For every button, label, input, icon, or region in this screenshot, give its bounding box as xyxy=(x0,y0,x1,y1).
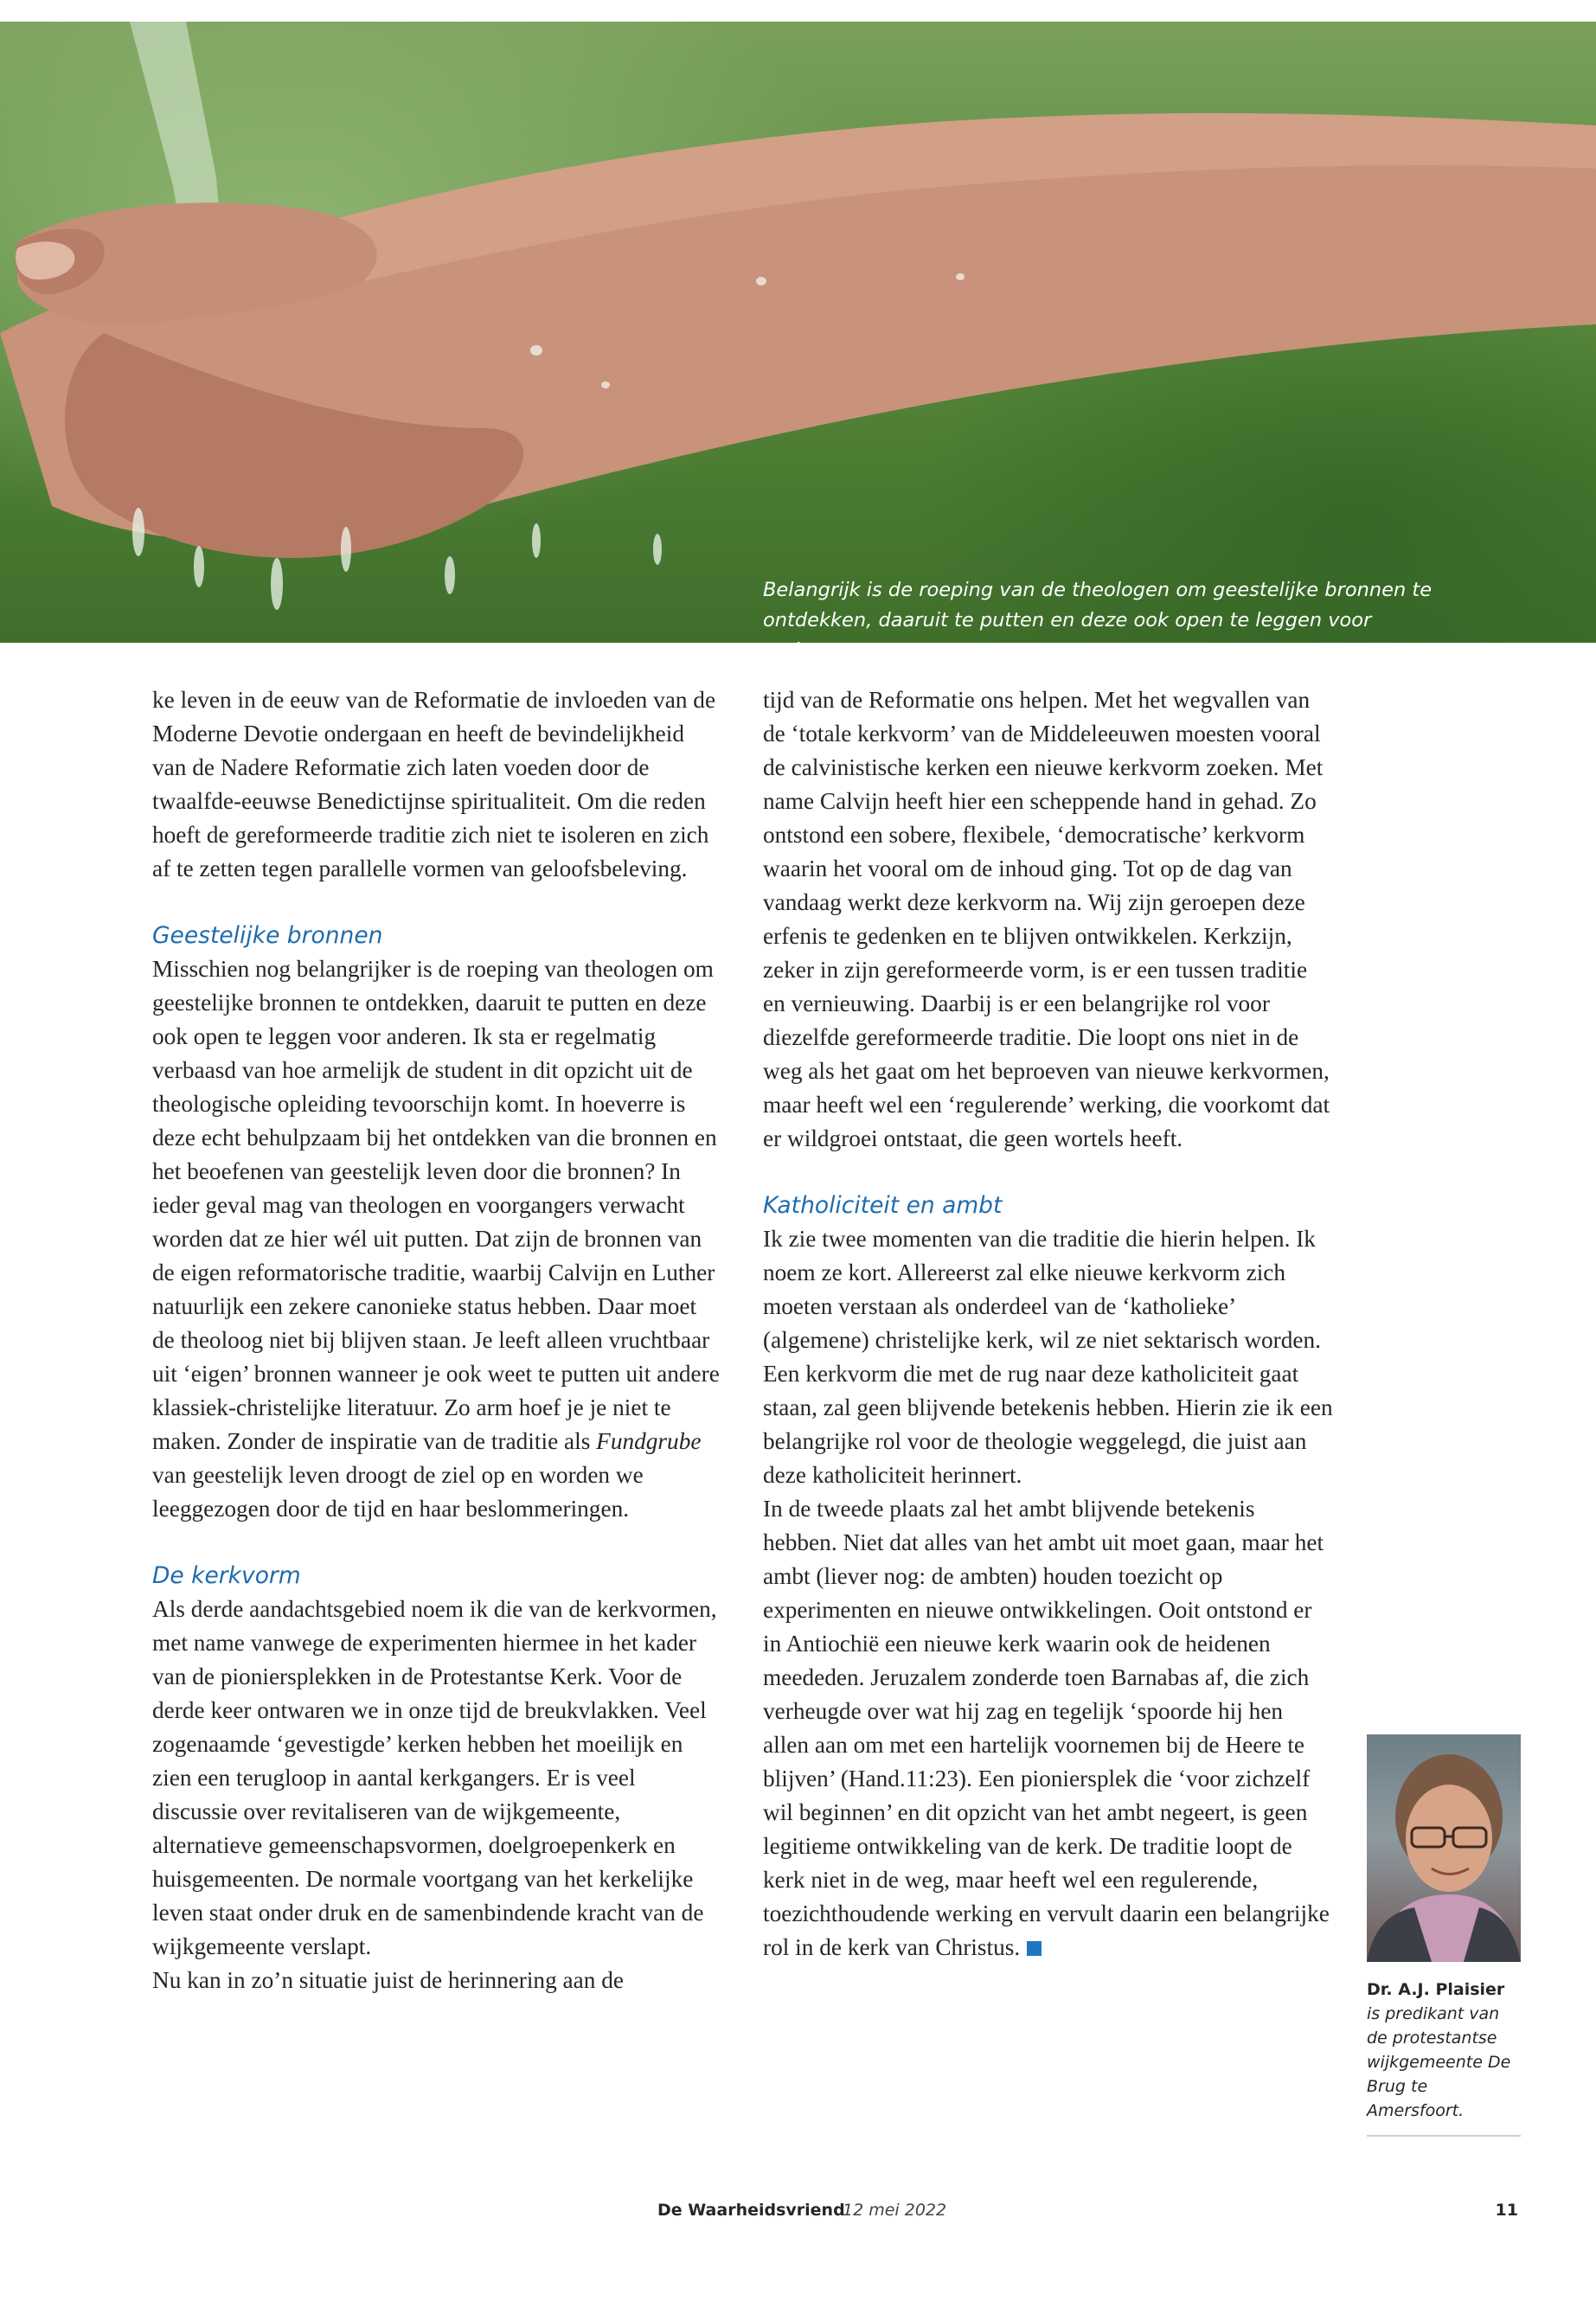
publication-name: De Waarheidsvriend xyxy=(657,2201,845,2220)
portrait-illustration xyxy=(1367,1734,1521,1962)
photo-caption: Belangrijk is de roeping van de theologen om geestelijke bronnen te ontdekken, daaruit te putten en deze ook open te leggen voor anderen. xyxy=(763,579,1433,662)
page-number: 11 xyxy=(1495,2201,1518,2220)
photo-illustration xyxy=(0,22,1596,643)
section-de-kerkvorm-paragraph-2: Nu kan in zo’n situatie juist de herinnering aan de xyxy=(152,1967,625,1993)
author-divider xyxy=(1367,2135,1521,2137)
page-footer xyxy=(0,2201,1596,2227)
paragraph-text: Misschien nog belangrijker is de roeping van theologen om geestelijke bronnen te ontdekken, daaruit te putten en deze ook open te leggen voor anderen. Ik sta er regelmatig verbaasd van hoe armelijk de student in dit opzicht uit de theologische opleiding tevoorschijn komt. In hoeverre is deze echt behulpzaam bij het ontdekken van die bronnen en het beoefenen van geestelijk leven door die bronnen? In ieder geval mag van theologen en voorgangers verwacht worden dat ze hier wél uit putten. Dat zijn de bronnen van de eigen reformatorische traditie, waarbij Calvijn en Luther natuurlijk een zekere canonieke status hebben. Daar moet de theoloog niet bij blijven staan. Je leeft alleen vruchtbaar uit ‘eigen’ bronnen wanneer je ook weet te putten uit andere klassiek-christelijke literatuur. Zo arm hoef je je niet te maken. Zonder de inspiratie van de traditie als xyxy=(152,956,720,1454)
publication-date: 12 mei 2022 xyxy=(843,2201,947,2220)
section-heading-geestelijke-bronnen: Geestelijke bronnen xyxy=(152,922,383,949)
emphasis-fundgrube: Fundgrube xyxy=(596,1428,702,1454)
article-column-right xyxy=(763,683,1334,1965)
right-intro-paragraph: tijd van de Reformatie ons helpen. Met het wegvallen van de ‘totale kerkvorm’ van de Middeleeuwen moesten vooral de calvinistische kerken een nieuwe kerkvorm zoeken. Met name Calvijn heeft hier een scheppende hand in gehad. Zo ontstond een sobere, flexibele, ‘democratische’ kerkvorm waarin het vooral om de inhoud ging. Tot op de dag van vandaag werkt deze kerkvorm na. Wij zijn geroepen deze erfenis te gedenken en te blijven ontwikkelen. Kerkzijn, zeker in zijn gereformeerde vorm, is er een tussen traditie en vernieuwing. Daarbij is er een belangrijke rol voor diezelfde gereformeerde traditie. Die loopt ons niet in de weg als het gaat om het beproeven van nieuwe kerkvormen, maar heeft wel een ‘regulerende’ werking, die voorkomt dat er wildgroei ontstaat, die geen wortels heeft. xyxy=(763,687,1330,1151)
section-katholiciteit-paragraph-2 xyxy=(763,1492,1334,1965)
author-box xyxy=(1367,1734,1521,2137)
section-heading-de-kerkvorm: De kerkvorm xyxy=(152,1562,301,1589)
article-end-mark-icon xyxy=(1027,1941,1042,1956)
header-photo-hands-water xyxy=(0,22,1596,662)
left-intro-paragraph: ke leven in de eeuw van de Reformatie de invloeden van de Moderne Devotie ondergaan en heeft de bevindelijkheid van de Nadere Reformatie zich laten voeden door de twaalfde-eeuwse Benedictijnse spiritualiteit. Om die reden hoeft de gereformeerde traditie zich niet te isoleren en zich af te zetten tegen parallelle vormen van geloofsbeleving. xyxy=(152,687,716,881)
section-geestelijke-bronnen-paragraph xyxy=(152,952,723,1526)
author-name: Dr. A.J. Plaisier xyxy=(1367,1980,1505,1999)
article-column-left xyxy=(152,683,723,1997)
section-de-kerkvorm-paragraph-1: Als derde aandachtsgebied noem ik die van de kerkvormen, met name vanwege de experimenten hiermee in het kader van de pioniersplekken in de Protestantse Kerk. Voor de derde keer ontwaren we in onze tijd de breukvlakken. Veel zogenaamde ‘gevestigde’ kerken hebben het moeilijk en zien een terugloop in aantal kerkgangers. Er is veel discussie over revitaliseren van de wijkgemeente, alternatieve gemeenschapsvormen, doelgroepenkerk en huisgemeenten. De normale voortgang van het kerkelijke leven staat onder druk en de samenbindende kracht van de wijkgemeente verslapt. xyxy=(152,1596,717,1959)
section-heading-katholiciteit-en-ambt: Katholiciteit en ambt xyxy=(763,1192,1003,1219)
author-portrait xyxy=(1367,1734,1521,1962)
author-bio: is predikant van de protestantse wijkgemeente De Brug te Amersfoort. xyxy=(1367,2004,1511,2120)
section-katholiciteit-paragraph-1: Ik zie twee momenten van die traditie die hierin helpen. Ik noem ze kort. Allereerst zal elke nieuwe kerkvorm zich moeten verstaan als onderdeel van de ‘katholieke’ (algemene) christelijke kerk, wil ze niet sektarisch worden. Een kerkvorm die met de rug naar deze katholiciteit gaat staan, zal geen blijvende betekenis hebben. Hierin zie ik een belangrijke rol voor de theologie weggelegd, die juist aan deze katholiciteit herinnert. xyxy=(763,1226,1333,1488)
paragraph-text: In de tweede plaats zal het ambt blijvende betekenis hebben. Niet dat alles van het ambt uit moet gaan, maar het ambt (liever nog: de ambten) houden toezicht op experimenten en nieuwe ontwikkelingen. Ooit ontstond er in Antiochië een nieuwe kerk waarin ook de heidenen meededen. Jeruzalem zonderde toen Barnabas af, die zich verheugde over wat hij zag en tegelijk ‘spoorde hij hen allen aan om met een hartelijk voornemen bij de Heere te blijven’ (Hand.11:23). Een pioniersplek die ‘voor zichzelf wil beginnen’ en dit opzicht van het ambt negeert, is geen legitieme ontwikkeling van de kerk. De traditie loopt de kerk niet in de weg, maar heeft wel een regulerende, toezichthoudende werking en vervult daarin een belangrijke rol in de kerk van Christus. xyxy=(763,1496,1330,1960)
paragraph-text-tail: van geestelijk leven droogt de ziel op en worden we leeggezogen door de tijd en haar beslommeringen. xyxy=(152,1462,644,1522)
